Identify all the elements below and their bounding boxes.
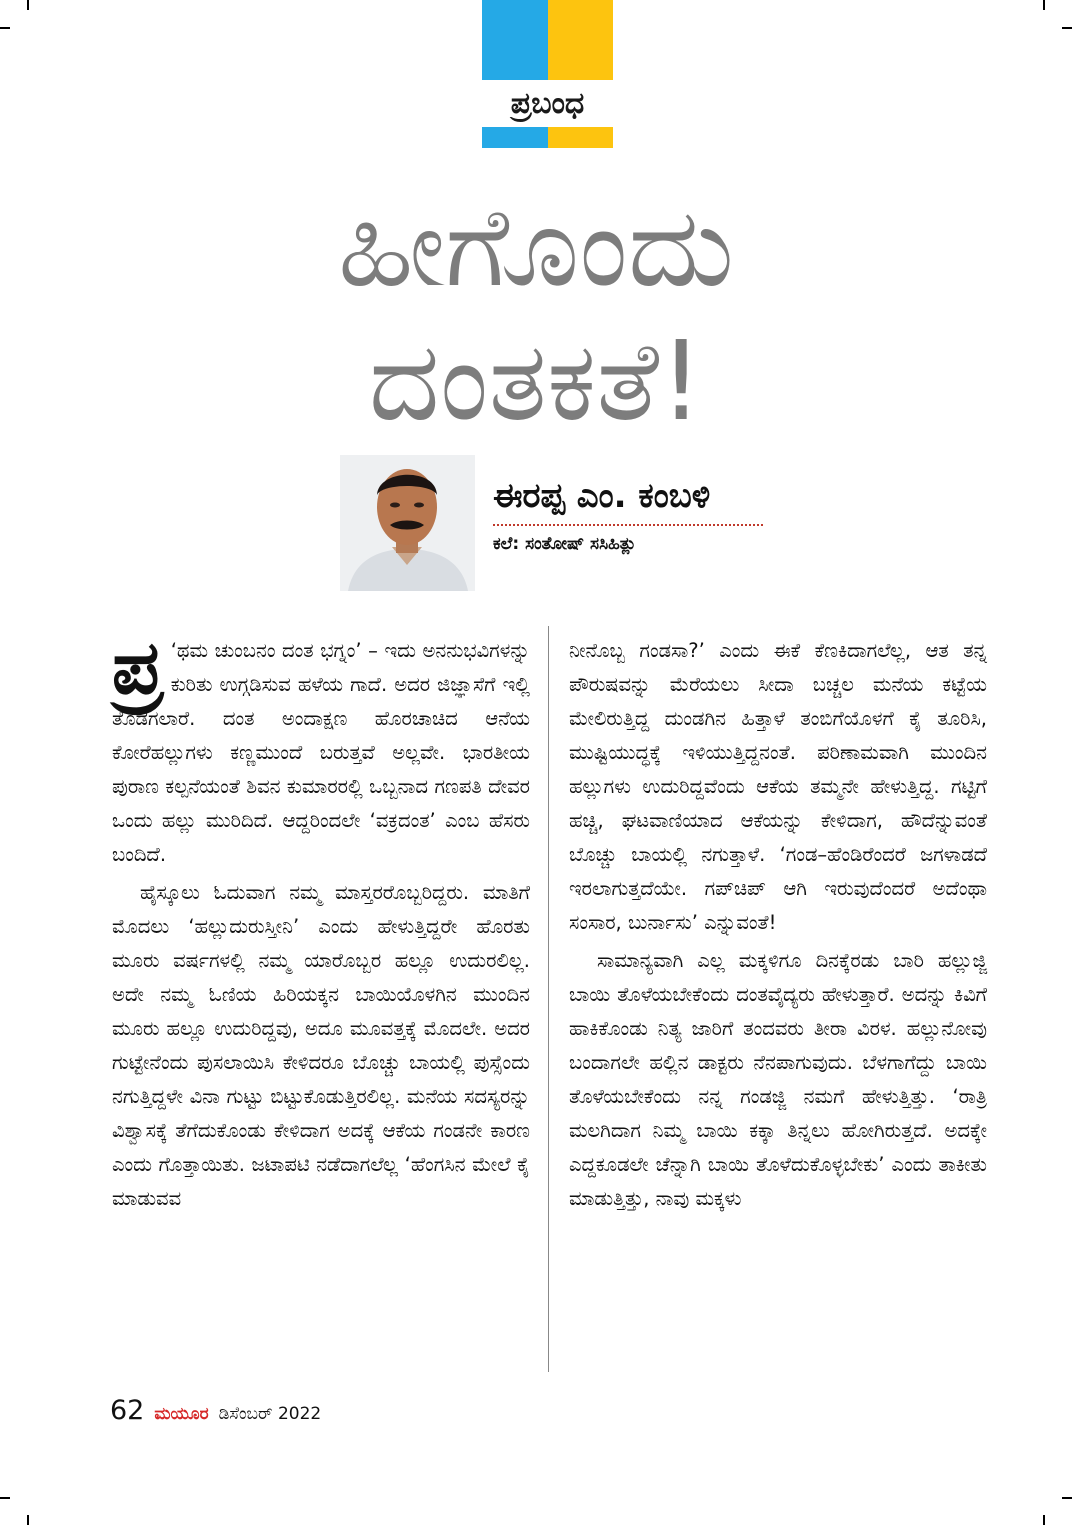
page-number: 62	[110, 1395, 145, 1426]
section-logo	[482, 0, 613, 148]
crop-mark	[1062, 1497, 1072, 1499]
magazine-name: ಮಯೂರ	[154, 1404, 209, 1424]
logo-yellow-bar	[548, 127, 613, 148]
issue-date: ಡಿಸೆಂಬರ್ 2022	[218, 1404, 322, 1424]
drop-cap: ಪ್ರ	[112, 625, 163, 711]
crop-mark	[1043, 0, 1045, 10]
illustration-credit: ಕಲೆ: ಸಂತೋಷ್ ಸಸಿಹಿತ್ಲು	[493, 534, 637, 554]
crop-mark	[0, 27, 10, 29]
crop-mark	[27, 0, 29, 10]
author-portrait-icon	[340, 455, 475, 591]
crop-mark	[1062, 27, 1072, 29]
title-line-2: ದಂತಕತೆ!	[368, 317, 704, 445]
logo-yellow-block	[548, 0, 613, 80]
article-column-left	[112, 625, 530, 1220]
paragraph: ಸಾಮಾನ್ಯವಾಗಿ ಎಲ್ಲ ಮಕ್ಕಳಿಗೂ ದಿನಕ್ಕೆರಡು ಬಾರಿ ಹಲ್ಲುಜ್ಜಿ ಬಾಯಿ ತೊಳೆಯಬೇಕೆಂದು ದಂತವೈದ್ಯರು ಹೇಳುತ್ತಾರೆ. ಅದನ್ನು ಕಿವಿಗೆ ಹಾಕಿಕೊಂಡು ನಿತ್ಯ ಜಾರಿಗೆ ತಂದವರು ತೀರಾ ವಿರಳ. ಹಲ್ಲುನೋವು ಬಂದಾಗಲೇ ಹಲ್ಲಿನ ಡಾಕ್ಟರು ನೆನಪಾಗುವುದು. ಬೆಳಗಾಗೆದ್ದು ಬಾಯಿ ತೊಳೆಯಬೇಕೆಂದು ನನ್ನ ಗಂಡಜ್ಜಿ ನಮಗೆ ಹೇಳುತ್ತಿತ್ತು. ‘ರಾತ್ರಿ ಮಲಗಿದಾಗ ನಿಮ್ಮ ಬಾಯಿ ಕಕ್ಕಾ ತಿನ್ನಲು ಹೋಗಿರುತ್ತದೆ. ಅದಕ್ಕೇ ಎದ್ದಕೂಡಲೇ ಚೆನ್ನಾಗಿ ಬಾಯಿ ತೊಳೆದುಕೊಳ್ಳಬೇಕು’ ಎಂದು ತಾಕೀತು ಮಾಡುತ್ತಿತ್ತು, ನಾವು ಮಕ್ಕಳು	[569, 949, 987, 1210]
title-line-1: ಹೀಗೊಂದು	[337, 183, 735, 311]
crop-mark	[1043, 1515, 1045, 1525]
paragraph: ನೀನೊಬ್ಬ ಗಂಡಸಾ?’ ಎಂದು ಈಕೆ ಕೆಣಕಿದಾಗಲೆಲ್ಲ, ಆತ ತನ್ನ ಪೌರುಷವನ್ನು ಮೆರೆಯಲು ಸೀದಾ ಬಚ್ಚಲ ಮನೆಯ ಕಟ್ಟೆಯ ಮೇಲಿರುತ್ತಿದ್ದ ದುಂಡಗಿನ ಹಿತ್ತಾಳೆ ತಂಬಿಗೆಯೊಳಗೆ ಕೈ ತೂರಿಸಿ, ಮುಷ್ಟಿಯುದ್ಧಕ್ಕೆ ಇಳಿಯುತ್ತಿದ್ದನಂತೆ. ಪರಿಣಾಮವಾಗಿ ಮುಂದಿನ ಹಲ್ಲುಗಳು ಉದುರಿದ್ದವೆಂದು ಆಕೆಯ ತಮ್ಮನೇ ಹೇಳುತ್ತಿದ್ದ. ಗಟ್ಟಿಗೆ ಹಚ್ಚಿ, ಘಟವಾಣಿಯಾದ ಆಕೆಯನ್ನು ಕೇಳಿದಾಗ, ಹೌದೆನ್ನುವಂತೆ ಬೊಚ್ಚು ಬಾಯಲ್ಲಿ ನಗುತ್ತಾಳೆ. ‘ಗಂಡ–ಹೆಂಡಿರೆಂದರೆ ಜಗಳಾಡದೆ ಇರಲಾಗುತ್ತದೆಯೇ. ಗಪ್‌ಚಿಪ್ ಆಗಿ ಇರುವುದೆಂದರೆ ಅದೆಂಥಾ ಸಂಸಾರ, ಬುರ್ನಾಸು’ ಎನ್ನುವಂತೆ!	[569, 639, 987, 934]
column-divider	[548, 626, 549, 1372]
paragraph	[112, 625, 530, 872]
paragraph-text: ‘ಥಮ ಚುಂಬನಂ ದಂತ ಭಗ್ನಂ’ – ಇದು ಅನನುಭವಿಗಳನ್ನು ಕುರಿತು ಉಗ್ಗಡಿಸುವ ಹಳೆಯ ಗಾದೆ. ಅದರ ಜಿಜ್ಞಾಸೆಗೆ ಇಲ್ಲಿ ತೊಡಗಲಾರೆ. ದಂತ ಅಂದಾಕ್ಷಣ ಹೊರಚಾಚಿದ ಆನೆಯ ಕೋರೆಹಲ್ಲುಗಳು ಕಣ್ಣಮುಂದೆ ಬರುತ್ತವೆ ಅಲ್ಲವೇ. ಭಾರತೀಯ ಪುರಾಣ ಕಲ್ಪನೆಯಂತೆ ಶಿವನ ಕುಮಾರರಲ್ಲಿ ಒಬ್ಬನಾದ ಗಣಪತಿ ದೇವರ ಒಂದು ಹಲ್ಲು ಮುರಿದಿದೆ. ಆದ್ದರಿಂದಲೇ ‘ವಕ್ರದಂತ’ ಎಂಬ ಹೆಸರು ಬಂದಿದೆ.	[112, 639, 530, 866]
author-photo	[340, 455, 475, 591]
page-footer	[110, 1395, 321, 1425]
logo-blue-bar	[482, 127, 548, 148]
section-label: ಪ್ರಬಂಧ	[510, 86, 585, 121]
crop-mark	[27, 1515, 29, 1525]
author-name: ಈರಪ್ಪ ಎಂ. ಕಂಬಳಿ	[493, 476, 763, 526]
logo-blue-block	[482, 0, 548, 80]
article-column-right	[569, 634, 987, 1220]
crop-mark	[0, 1497, 10, 1499]
paragraph: ಹೈಸ್ಕೂಲು ಓದುವಾಗ ನಮ್ಮ ಮಾಸ್ತರರೊಬ್ಬರಿದ್ದರು. ಮಾತಿಗೆ ಮೊದಲು ‘ಹಲ್ಲುದುರುಸ್ತೀನಿ’ ಎಂದು ಹೇಳುತ್ತಿದ್ದರೇ ಹೊರತು ಮೂರು ವರ್ಷಗಳಲ್ಲಿ ನಮ್ಮ ಯಾರೊಬ್ಬರ ಹಲ್ಲೂ ಉದುರಲಿಲ್ಲ. ಅದೇ ನಮ್ಮ ಓಣಿಯ ಹಿರಿಯಕ್ಕನ ಬಾಯಿಯೊಳಗಿನ ಮುಂದಿನ ಮೂರು ಹಲ್ಲೂ ಉದುರಿದ್ದವು, ಅದೂ ಮೂವತ್ತಕ್ಕೆ ಮೊದಲೇ. ಅದರ ಗುಟ್ಟೇನೆಂದು ಪುಸಲಾಯಿಸಿ ಕೇಳಿದರೂ ಬೊಚ್ಚು ಬಾಯಲ್ಲಿ ಪುಸ್ಸೆಂದು ನಗುತ್ತಿದ್ದಳೇ ವಿನಾ ಗುಟ್ಟು ಬಿಟ್ಟುಕೊಡುತ್ತಿರಲಿಲ್ಲ. ಮನೆಯ ಸದಸ್ಯರನ್ನು ವಿಶ್ವಾಸಕ್ಕೆ ತೆಗೆದುಕೊಂಡು ಕೇಳಿದಾಗ ಅದಕ್ಕೆ ಆಕೆಯ ಗಂಡನೇ ಕಾರಣ ಎಂದು ಗೊತ್ತಾಯಿತು. ಜಟಾಪಟಿ ನಡೆದಾಗಲೆಲ್ಲ ‘ಹೆಂಗಸಿನ ಮೇಲೆ ಕೈ ಮಾಡುವವ	[112, 881, 530, 1210]
article-title	[0, 180, 1072, 448]
